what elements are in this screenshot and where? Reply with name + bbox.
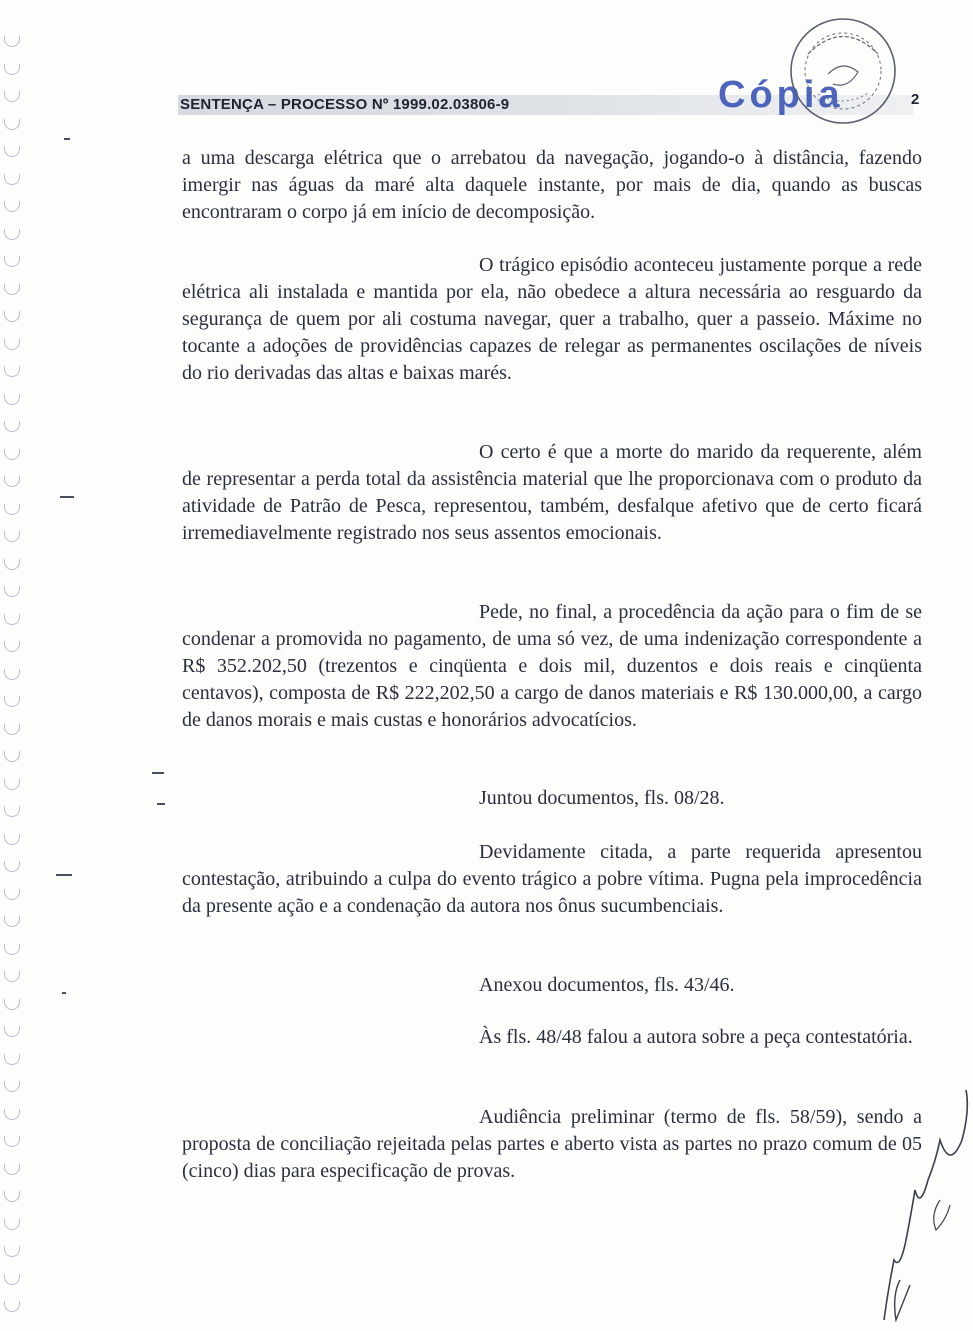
binding-hole: [4, 1081, 20, 1092]
paragraph-3: O certo é que a morte do marido da requerente, além de representar a perda total da assistência material que lhe proporcionava com o produto da atividade de Patrão de Pesca, representou, também, desfalque afetivo que de certo ficará irremediavelmente registrado nos seus assentos emocionais.: [182, 441, 922, 544]
binding-hole: [4, 421, 20, 432]
binding-hole: [4, 1164, 20, 1175]
binding-hole: [4, 36, 20, 47]
binding-hole: [4, 1109, 20, 1120]
paragraph-8: Às fls. 48/48 falou a autora sobre a peça contestatória.: [479, 1026, 913, 1048]
paragraph-5: Juntou documentos, fls. 08/28.: [479, 787, 725, 809]
binding-hole: [4, 696, 20, 707]
binding-hole: [4, 1136, 20, 1147]
binding-hole: [4, 1301, 20, 1312]
margin-mark: [152, 772, 164, 774]
binding-hole: [4, 944, 20, 955]
binding-hole: [4, 1219, 20, 1230]
paragraph-4: Pede, no final, a procedência da ação para o fim de se condenar a promovida no pagamento, de uma só vez, de uma indenização correspondente a R$ 352.202,50 (trezentos e cinqüenta e dois mil, duzentos e dois reais e cinqüenta centavos), composta de R$ 222,202,50 a cargo de danos materiais e R$ 130.000,00, a cargo de danos morais e mais custas e honorários advocatícios.: [182, 601, 922, 731]
margin-mark: [157, 803, 165, 805]
paragraph-2: O trágico episódio aconteceu justamente porque a rede elétrica ali instalada e mantida por ela, não obedece a altura necessária ao resguardo da segurança de quem por ali costuma navegar, quer a trabalho, quer a passeio. Máxime no tocante a adoções de providências capazes de relegar as permanentes oscilações de níveis do rio derivadas das altas e baixas marés.: [182, 254, 922, 384]
binding-hole: [4, 174, 20, 185]
binding-hole: [4, 916, 20, 927]
binding-hole: [4, 861, 20, 872]
page-number: 2: [911, 91, 920, 108]
binding-hole: [4, 64, 20, 75]
document-header-title: SENTENÇA – PROCESSO Nº 1999.02.03806-9: [180, 96, 510, 113]
binding-hole: [4, 531, 20, 542]
binding-hole: [4, 559, 20, 570]
binding-hole: [4, 1191, 20, 1202]
binding-hole: [4, 201, 20, 212]
binding-hole: [4, 999, 20, 1010]
binding-hole: [4, 339, 20, 350]
binding-holes: [0, 0, 30, 1331]
margin-mark: [60, 496, 74, 498]
binding-hole: [4, 476, 20, 487]
binding-hole: [4, 1246, 20, 1257]
binding-hole: [4, 119, 20, 130]
handwritten-signature-icon: [870, 1080, 973, 1331]
binding-hole: [4, 449, 20, 460]
binding-hole: [4, 146, 20, 157]
margin-mark: [62, 992, 66, 994]
binding-hole: [4, 889, 20, 900]
copy-stamp: Cópia: [718, 74, 844, 116]
margin-mark: [56, 874, 72, 876]
paragraph-9: Audiência preliminar (termo de fls. 58/59), sendo a proposta de conciliação rejeitada pelas partes e aberto vista as partes no prazo comum de 05 (cinco) dias para especificação de provas.: [182, 1106, 922, 1182]
binding-hole: [4, 229, 20, 240]
binding-hole: [4, 669, 20, 680]
binding-hole: [4, 779, 20, 790]
binding-hole: [4, 284, 20, 295]
paragraph-6: Devidamente citada, a parte requerida apresentou contestação, atribuindo a culpa do evento trágico a pobre vítima. Pugna pela improcedência da presente ação e a condenação da autora nos ônus sucumbenciais.: [182, 841, 922, 917]
binding-hole: [4, 614, 20, 625]
binding-hole: [4, 1054, 20, 1065]
binding-hole: [4, 834, 20, 845]
binding-hole: [4, 806, 20, 817]
binding-hole: [4, 504, 20, 515]
binding-hole: [4, 1274, 20, 1285]
binding-hole: [4, 641, 20, 652]
paragraph-7: Anexou documentos, fls. 43/46.: [479, 974, 735, 996]
binding-hole: [4, 586, 20, 597]
binding-hole: [4, 971, 20, 982]
paragraph-1: a uma descarga elétrica que o arrebatou da navegação, jogando-o à distância, fazendo imergir nas águas da maré alta daquele instante, por mais de dia, quando as buscas encontraram o corpo já em início de decomposição.: [182, 147, 922, 223]
binding-hole: [4, 394, 20, 405]
binding-hole: [4, 311, 20, 322]
margin-mark: [64, 138, 70, 140]
binding-hole: [4, 724, 20, 735]
binding-hole: [4, 1026, 20, 1037]
binding-hole: [4, 91, 20, 102]
binding-hole: [4, 366, 20, 377]
notary-seal-icon: [788, 14, 898, 126]
binding-hole: [4, 751, 20, 762]
binding-hole: [4, 256, 20, 267]
